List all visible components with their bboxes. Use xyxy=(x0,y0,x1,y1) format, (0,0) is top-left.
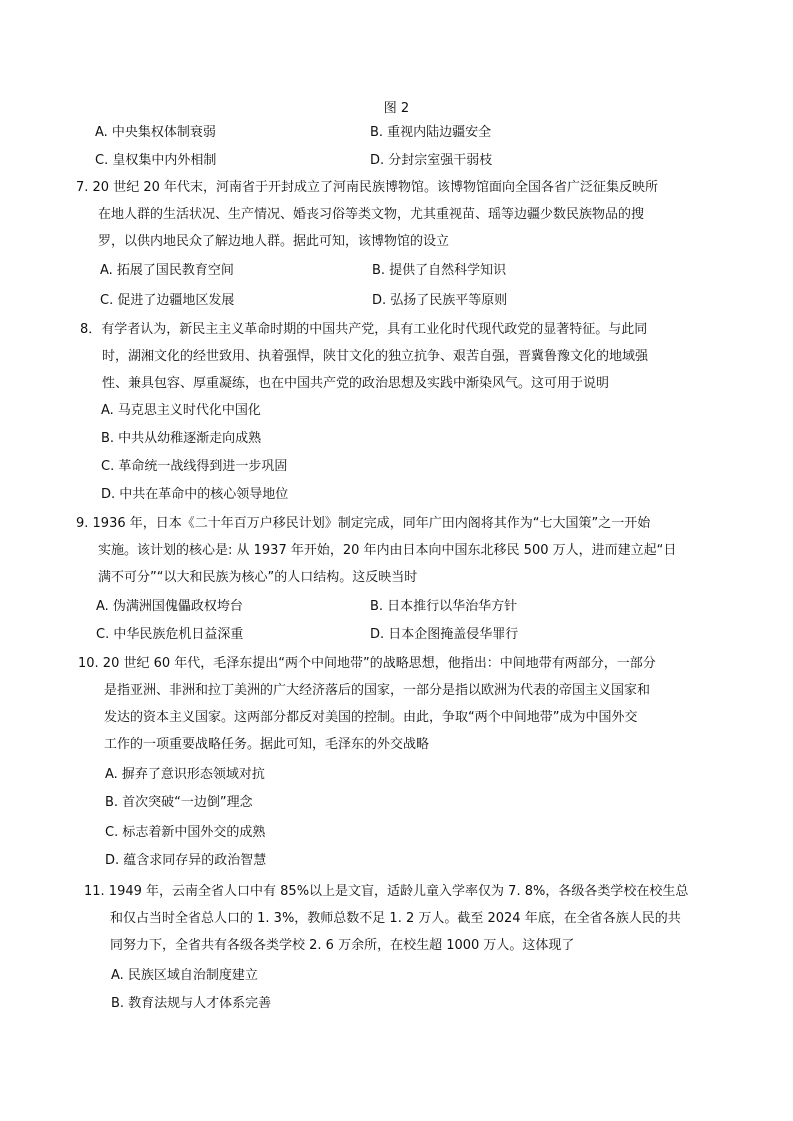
question-7 xyxy=(76,174,658,255)
q10-option-c: C. 标志着新中国外交的成熟 xyxy=(105,825,266,840)
q8-stem-line-1: 8．有学者认为，新民主主义革命时期的中国共产党，具有工业化时代现代政党的显著特征。与此同 xyxy=(80,322,648,337)
q8-stem-line-2: 时，湖湘文化的经世致用、执着强悍，陕甘文化的独立抗争、艰苦自强，晋冀鲁豫文化的地域强 xyxy=(102,349,649,364)
q7-option-d: D. 弘扬了民族平等原则 xyxy=(372,293,508,308)
q7-option-c: C. 促进了边疆地区发展 xyxy=(100,293,235,308)
figure-caption: 图 2 xyxy=(383,101,410,116)
q8-option-a: A. 马克思主义时代化中国化 xyxy=(101,403,261,418)
q9-stem-line-1: 9. 1936 年，日本《二十年百万户移民计划》制定完成，同年广田内阁将其作为“七大国策”之一开始 xyxy=(76,516,651,531)
q11-option-a: A. 民族区域自治制度建立 xyxy=(111,968,258,983)
q9-option-a: A. 伪满洲国傀儡政权垮台 xyxy=(96,599,243,614)
q10-option-b: B. 首次突破“一边倒”理念 xyxy=(105,795,253,810)
q11-stem-line-1: 11. 1949 年，云南全省人口中有 85%以上是文盲，适龄儿童入学率仅为 7. 8%，各级各类学校在校生总 xyxy=(84,884,689,899)
q6-option-b: B. 重视内陆边疆安全 xyxy=(370,125,492,140)
q7-stem-line-2: 在地人群的生活状况、生产情况、婚丧习俗等类文物，尤其重视苗、瑶等边疆少数民族物品的搜 xyxy=(98,207,645,222)
question-10 xyxy=(78,650,656,758)
q9-option-d: D. 日本企图掩盖侵华罪行 xyxy=(370,627,519,642)
question-11 xyxy=(84,878,688,959)
question-9 xyxy=(76,510,676,591)
q10-option-a: A. 摒弃了意识形态领域对抗 xyxy=(105,767,265,782)
q10-stem-line-4: 工作的一项重要战略任务。据此可知，毛泽东的外交战略 xyxy=(104,737,430,752)
q7-option-b: B. 提供了自然科学知识 xyxy=(372,263,507,278)
question-8 xyxy=(80,316,648,397)
q7-stem-line-1: 7. 20 世纪 20 年代末，河南省于开封成立了河南民族博物馆。该博物馆面向全国各省广泛征集反映所 xyxy=(76,180,659,195)
q10-stem-line-2: 是指亚洲、非洲和拉丁美洲的广大经济落后的国家，一部分是指以欧洲为代表的帝国主义国家和 xyxy=(104,683,651,698)
q10-stem-line-3: 发达的资本主义国家。这两部分都反对美国的控制。由此，争取“两个中间地带”成为中国外交 xyxy=(104,710,638,725)
q8-stem-line-3: 性、兼具包容、厚重凝练，也在中国共产党的政治思想及实践中渐染风气。这可用于说明 xyxy=(102,376,610,391)
q11-option-b: B. 教育法规与人才体系完善 xyxy=(111,996,272,1011)
q8-option-c: C. 革命统一战线得到进一步巩固 xyxy=(101,459,288,474)
q8-option-d: D. 中共在革命中的核心领导地位 xyxy=(101,487,289,502)
q6-option-c: C. 皇权集中内外相制 xyxy=(95,153,217,168)
q7-stem-line-3: 罗，以供内地民众了解边地人群。据此可知，该博物馆的设立 xyxy=(98,234,450,249)
q8-option-b: B. 中共从幼稚逐渐走向成熟 xyxy=(101,431,262,446)
q9-option-b: B. 日本推行以华治华方针 xyxy=(370,599,518,614)
q7-option-a: A. 拓展了国民教育空间 xyxy=(100,263,234,278)
q6-option-d: D. 分封宗室强干弱枝 xyxy=(370,153,493,168)
q6-option-a: A. 中央集权体制衰弱 xyxy=(95,125,216,140)
q11-stem-line-2: 和仅占当时全省总人口的 1. 3%，教师总数不足 1. 2 万人。截至 2024 年底，在全省各族人民的共 xyxy=(110,911,681,926)
q9-stem-line-3: 满不可分”“以大和民族为核心”的人口结构。这反映当时 xyxy=(98,570,418,585)
q11-stem-line-3: 同努力下，全省共有各级各类学校 2. 6 万余所，在校生超 1000 万人。这体现了 xyxy=(110,938,575,953)
q10-stem-line-1: 10. 20 世纪 60 年代，毛泽东提出“两个中间地带”的战略思想，他指出：中间地带有两部分，一部分 xyxy=(78,656,656,671)
q9-option-c: C. 中华民族危机日益深重 xyxy=(96,627,244,642)
q10-option-d: D. 蕴含求同存异的政治智慧 xyxy=(105,853,267,868)
q9-stem-line-2: 实施。该计划的核心是: 从 1937 年开始，20 年内由日本向中国东北移民 500 万人，进而建立起“日 xyxy=(98,543,677,558)
